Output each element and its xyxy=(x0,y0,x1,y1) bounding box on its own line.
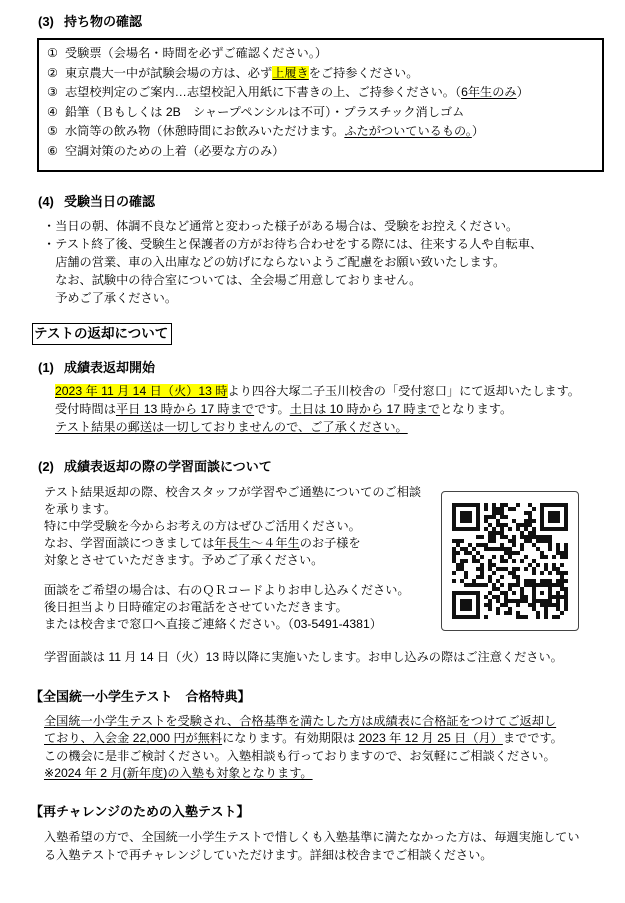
item-text: 鉛筆（Ｂもしくは 2B シャープペンシルは不可）・プラスチック消しゴム xyxy=(65,104,465,119)
text-line: 特に中学受験を今からお考えの方はぜひご活用ください。 xyxy=(44,519,361,533)
list-item xyxy=(47,122,602,142)
text-line: なお、試験中の待合室については、全会場ご用意しておりません。 xyxy=(55,273,422,287)
contact-line: または校舎まで窓口へ直接ご連絡ください。（03-5491-4381） xyxy=(44,617,382,631)
text-segment: となります。 xyxy=(440,402,513,416)
text-line xyxy=(44,765,563,782)
item-number: ⑥ xyxy=(47,143,58,158)
section-title: 【全国統一小学生テスト 合格特典】 xyxy=(30,689,251,704)
report-return-heading xyxy=(38,359,155,377)
text-line: この機会に是非ご検討ください。入塾相談も行っておりますので、お気軽にご相談ください。 xyxy=(44,748,556,763)
qr-code-frame xyxy=(441,491,579,631)
text-line: 予めご了承ください。 xyxy=(55,291,178,305)
underlined-text: テスト結果の郵送は一切しておりませんので、ご了承ください。 xyxy=(55,420,408,434)
text-segment: より四谷大塚二子玉川校舎の「受付窓口」にて返却いたします。 xyxy=(227,384,580,398)
underlined-date: 2023 年 12 月 25 日（月） xyxy=(358,731,503,746)
underlined-text: 土日は 10 時から 17 時まで xyxy=(289,402,441,416)
section-title: 持ち物の確認 xyxy=(64,14,143,29)
exam-day-heading xyxy=(38,193,155,211)
text-segment: までです。 xyxy=(502,731,563,746)
text-segment: なお、学習面談につきましては xyxy=(44,536,215,550)
item-text: 水筒等の飲み物（休憩時間にお飲みいただけます。 xyxy=(65,124,345,139)
qr-code-icon xyxy=(452,503,568,619)
bullet-line: ・当日の朝、体調不良など通常と変わった様子がある場合は、受験をお控えください。 xyxy=(43,219,519,233)
belongings-list-box xyxy=(37,38,604,172)
text-segment: です。 xyxy=(254,402,290,416)
underlined-text: ており、入会金 22,000 円が無料 xyxy=(44,731,223,746)
item-text: 東京農大一中が試験会場の方は、必ず xyxy=(65,65,273,80)
section-number: (3) xyxy=(38,14,54,29)
list-item xyxy=(47,64,602,84)
text-line: を承ります。 xyxy=(44,502,117,516)
item-number: ③ xyxy=(47,85,58,100)
item-text: 空調対策のための上着（必要な方のみ） xyxy=(65,143,285,158)
text-line: 後日担当より日時確定のお電話をさせていただきます。 xyxy=(44,600,348,614)
item-text: をご持参ください。 xyxy=(308,65,419,80)
list-item xyxy=(47,142,602,162)
item-number: ④ xyxy=(47,104,58,119)
text-line: 面談をご希望の場合は、右のＱＲコードよりお申し込みください。 xyxy=(44,583,410,597)
text-line xyxy=(55,400,580,418)
item-text: 受験票（会場名・時間を必ずご確認ください。） xyxy=(65,46,328,60)
interview-heading xyxy=(38,458,272,476)
bullet-line: ・テスト終了後、受験生と保護者の方がお待ち合わせをする際には、往来する人や自転車、 xyxy=(43,237,543,251)
underlined-text: 年長生～４年生 xyxy=(214,536,300,550)
section-title: 成績表返却開始 xyxy=(64,360,156,375)
list-item xyxy=(47,83,602,103)
section-title: 受験当日の確認 xyxy=(64,194,156,209)
underlined-text: 6年生のみ xyxy=(461,85,517,100)
item-number: ① xyxy=(47,46,58,60)
underlined-text: 全国統一小学生テストを受験され、合格基準を満たした方は成績表に合格証をつけてご返却し xyxy=(44,714,557,728)
exam-day-notes xyxy=(43,217,542,307)
text-segment: のお子様を xyxy=(299,536,361,550)
text-line xyxy=(55,418,580,436)
interview-paragraph-1 xyxy=(44,484,421,569)
text-line xyxy=(55,382,580,400)
text-line xyxy=(44,713,563,730)
section-number: (2) xyxy=(38,459,54,474)
text-line: 入塾希望の方で、全国統一小学生テストで惜しくも入塾基準に満たなかった方は、毎週実施してい xyxy=(44,830,580,844)
section-title: 成績表返却の際の学習面談について xyxy=(64,459,272,474)
test-return-title: テストの返却について xyxy=(34,326,169,341)
underlined-text: 平日 13 時から 17 時まで xyxy=(115,402,255,416)
text-line: る入塾テストで再チャレンジしていただけます。詳細は校舎までご相談ください。 xyxy=(44,848,493,862)
report-return-text xyxy=(55,382,580,436)
rechallenge-text xyxy=(44,828,580,864)
list-item xyxy=(47,44,602,64)
text-segment: になります。有効期限は xyxy=(222,731,359,746)
text-line: テスト結果返却の際、校舎スタッフが学習やご通塾についてのご相談 xyxy=(44,485,422,499)
pass-benefit-text xyxy=(44,713,563,783)
belongings-heading xyxy=(38,13,142,31)
item-text: ） xyxy=(471,124,485,139)
pass-benefit-heading xyxy=(30,688,250,706)
interview-note xyxy=(44,648,563,666)
item-number: ⑤ xyxy=(47,124,58,139)
text-line: 学習面談は 11 月 14 日（火）13 時以降に実施いたします。お申し込みの際はご注意ください。 xyxy=(44,650,563,664)
interview-paragraph-2 xyxy=(44,582,410,633)
highlighted-text: 上履き xyxy=(272,65,309,80)
highlighted-date: 2023 年 11 月 14 日（火）13 時 xyxy=(55,384,228,398)
section-number: (4) xyxy=(38,194,54,209)
rechallenge-heading xyxy=(30,803,249,821)
test-return-title-box xyxy=(32,323,172,345)
text-line: 店舗の営業、車の入出庫などの妨げにならないようご配慮をお願い致いたします。 xyxy=(55,255,506,269)
section-title: 【再チャレンジのための入塾テスト】 xyxy=(30,804,250,819)
text-line xyxy=(44,535,421,552)
item-text: 志望校判定のご案内…志望校記入用紙に下書きの上、ご持参ください。（ xyxy=(65,85,462,100)
text-line: 対象とさせていただきます。予めご了承ください。 xyxy=(44,553,324,567)
section-number: (1) xyxy=(38,360,54,375)
underlined-text: ※2024 年 2 月(新年度)の入塾も対象となります。 xyxy=(44,766,313,781)
text-line xyxy=(44,730,563,747)
item-text: ） xyxy=(516,85,529,100)
list-item xyxy=(47,103,602,123)
text-segment: 受付時間は xyxy=(55,402,116,416)
underlined-text: ふたがついているもの。 xyxy=(344,124,472,139)
item-number: ② xyxy=(47,65,58,80)
